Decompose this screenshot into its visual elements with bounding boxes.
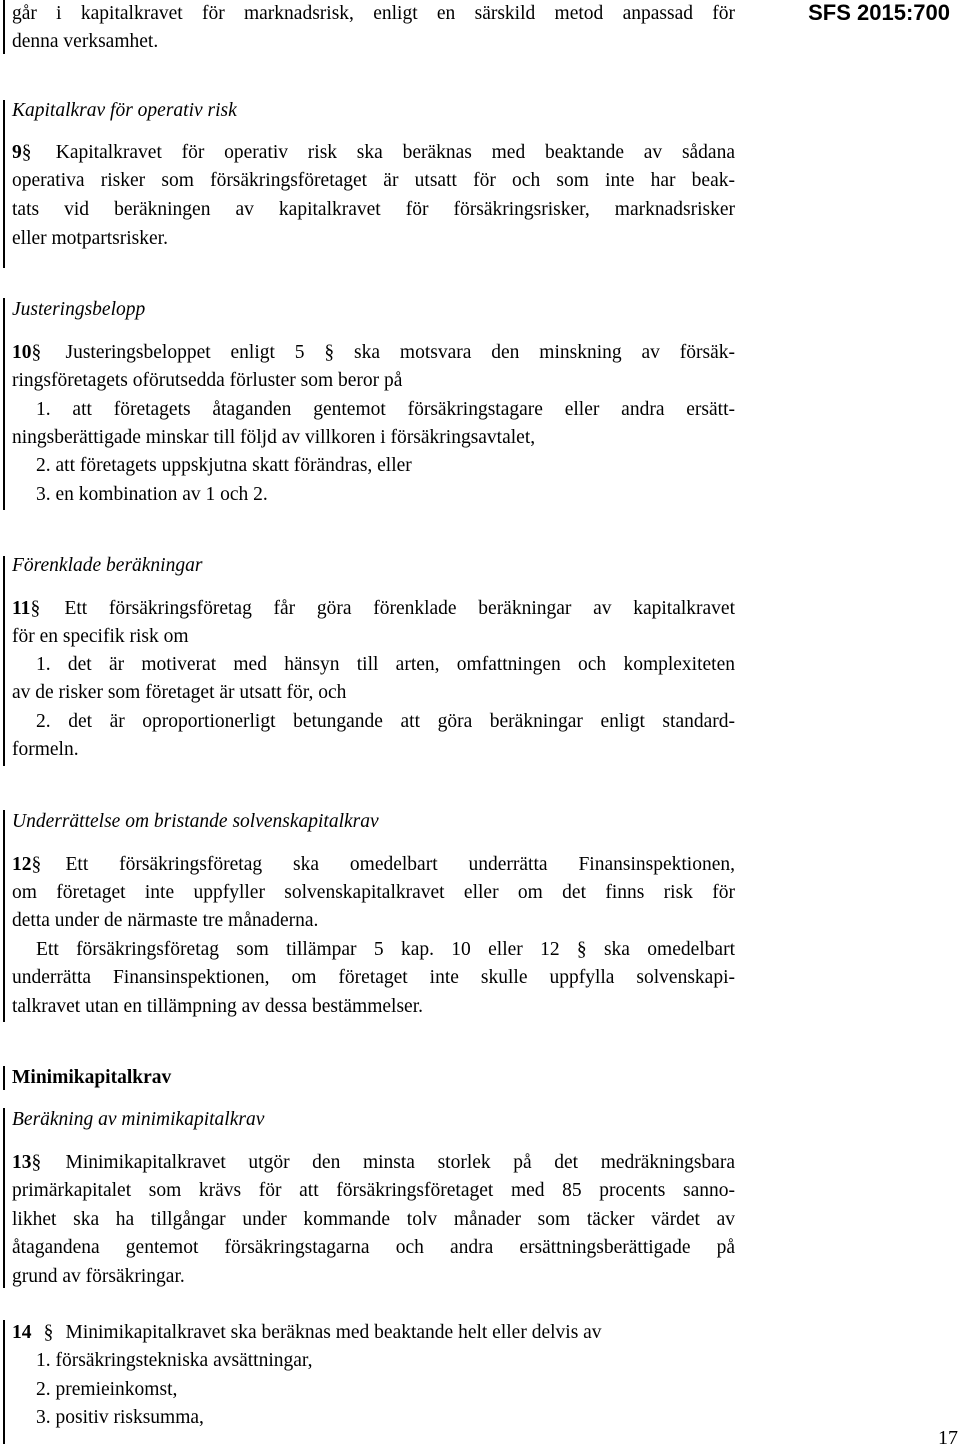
section-heading: Underrättelse om bristande solvenskapitalkrav [12, 811, 379, 832]
paragraph-number: 10 [12, 342, 32, 363]
list-item: 2. det är oproportionerligt betungande att göra beräkningar enligt standard- [36, 711, 735, 732]
body-line: går i kapitalkravet för marknadsrisk, enligt en särskild metod anpassad för [12, 3, 735, 24]
list-item: 3. positiv risksumma, [36, 1407, 204, 1428]
list-item: 1. det är motiverat med hänsyn till arten, omfattningen och komplexiteten [36, 654, 735, 675]
list-item: 1. försäkringstekniska avsättningar, [36, 1350, 313, 1371]
paragraph-first-line [12, 851, 735, 879]
change-bar [3, 1108, 5, 1288]
body-line: operativa risker som försäkringsföretaget är utsatt för och som inte har beak- [12, 170, 735, 191]
body-line: detta under de närmaste tre månaderna. [12, 910, 319, 931]
change-bar [3, 1066, 5, 1090]
section-sign-icon: § [31, 1152, 42, 1173]
paragraph-first-line [12, 1149, 735, 1177]
paragraph-first-line [12, 339, 735, 367]
body-line: ringsföretagets oförutsedda förluster som beror på [12, 370, 403, 391]
body-text: Justeringsbeloppet enligt 5 § ska motsvara den minskning av försäk- [65, 342, 735, 363]
list-item: 1. att företagets åtaganden gentemot försäkringstagare eller andra ersätt- [36, 399, 735, 420]
body-text: Ett försäkringsföretag ska omedelbart underrätta Finansinspektionen, [65, 854, 735, 875]
section-heading: Beräkning av minimikapitalkrav [12, 1109, 265, 1130]
body-line: denna verksamhet. [12, 31, 159, 52]
body-line: om företaget inte uppfyller solvenskapitalkravet eller om det finns risk för [12, 882, 735, 903]
body-text: Minimikapitalkravet utgör den minsta storlek på det medräkningsbara [65, 1152, 735, 1173]
paragraph-first-line [12, 139, 735, 167]
section-heading: Kapitalkrav för operativ risk [12, 100, 237, 121]
list-item: 2. premieinkomst, [36, 1379, 178, 1400]
body-line: eller motpartsrisker. [12, 228, 168, 249]
section-heading: Förenklade beräkningar [12, 555, 203, 576]
paragraph-number: 13 [12, 1152, 32, 1173]
list-item: 3. en kombination av 1 och 2. [36, 484, 268, 505]
body-line: åtagandena gentemot försäkringstagarna och andra ersättningsberättigade på [12, 1237, 735, 1258]
paragraph-first-line [12, 1319, 735, 1347]
body-line: för en specifik risk om [12, 626, 189, 647]
body-text: Minimikapitalkravet ska beräknas med beaktande helt eller delvis av [65, 1322, 602, 1343]
body-line: tats vid beräkningen av kapitalkravet för försäkringsrisker, marknadsrisker [12, 199, 735, 220]
body-line: grund av försäkringar. [12, 1266, 185, 1287]
body-line: primärkapitalet som krävs för att försäkringsföretaget med 85 procents sanno- [12, 1180, 735, 1201]
section-heading: Justeringsbelopp [12, 299, 146, 320]
paragraph-number: 9 [12, 142, 22, 163]
paragraph-number: 11 [12, 598, 31, 619]
change-bar [3, 100, 5, 268]
paragraph-first-line [12, 595, 735, 623]
section-sign-icon: § [43, 1322, 54, 1343]
list-item-continuation: av de risker som företaget är utsatt för, och [12, 682, 347, 703]
section-sign-icon: § [30, 598, 41, 619]
paragraph-number: 14 [12, 1322, 32, 1343]
body-text: Ett försäkringsföretag får göra förenklade beräkningar av kapitalkravet [64, 598, 735, 619]
body-line: underrätta Finansinspektionen, om företaget inte skulle uppfylla solvenskapi- [12, 967, 735, 988]
body-line: talkravet utan en tillämpning av dessa bestämmelser. [12, 996, 424, 1017]
list-item-continuation: formeln. [12, 739, 79, 760]
chapter-heading: Minimikapitalkrav [12, 1067, 172, 1088]
change-bar [3, 1320, 5, 1444]
change-bar [3, 298, 5, 510]
page-number: 17 [938, 1427, 958, 1449]
section-sign-icon: § [21, 142, 32, 163]
section-sign-icon: § [31, 854, 42, 875]
change-bar [3, 810, 5, 1022]
document-code: SFS 2015:700 [808, 0, 950, 25]
body-line: Ett försäkringsföretag som tillämpar 5 kap. 10 eller 12 § ska omedelbart [36, 939, 735, 960]
body-line: likhet ska ha tillgångar under kommande tolv månader som täcker värdet av [12, 1209, 735, 1230]
section-sign-icon: § [31, 342, 42, 363]
list-item: 2. att företagets uppskjutna skatt förändras, eller [36, 455, 412, 476]
list-item-continuation: ningsberättigade minskar till följd av villkoren i försäkringsavtalet, [12, 427, 536, 448]
change-bar [3, 0, 5, 54]
change-bar [3, 556, 5, 766]
paragraph-number: 12 [12, 854, 32, 875]
body-text: Kapitalkravet för operativ risk ska beräknas med beaktande av sådana [55, 142, 735, 163]
